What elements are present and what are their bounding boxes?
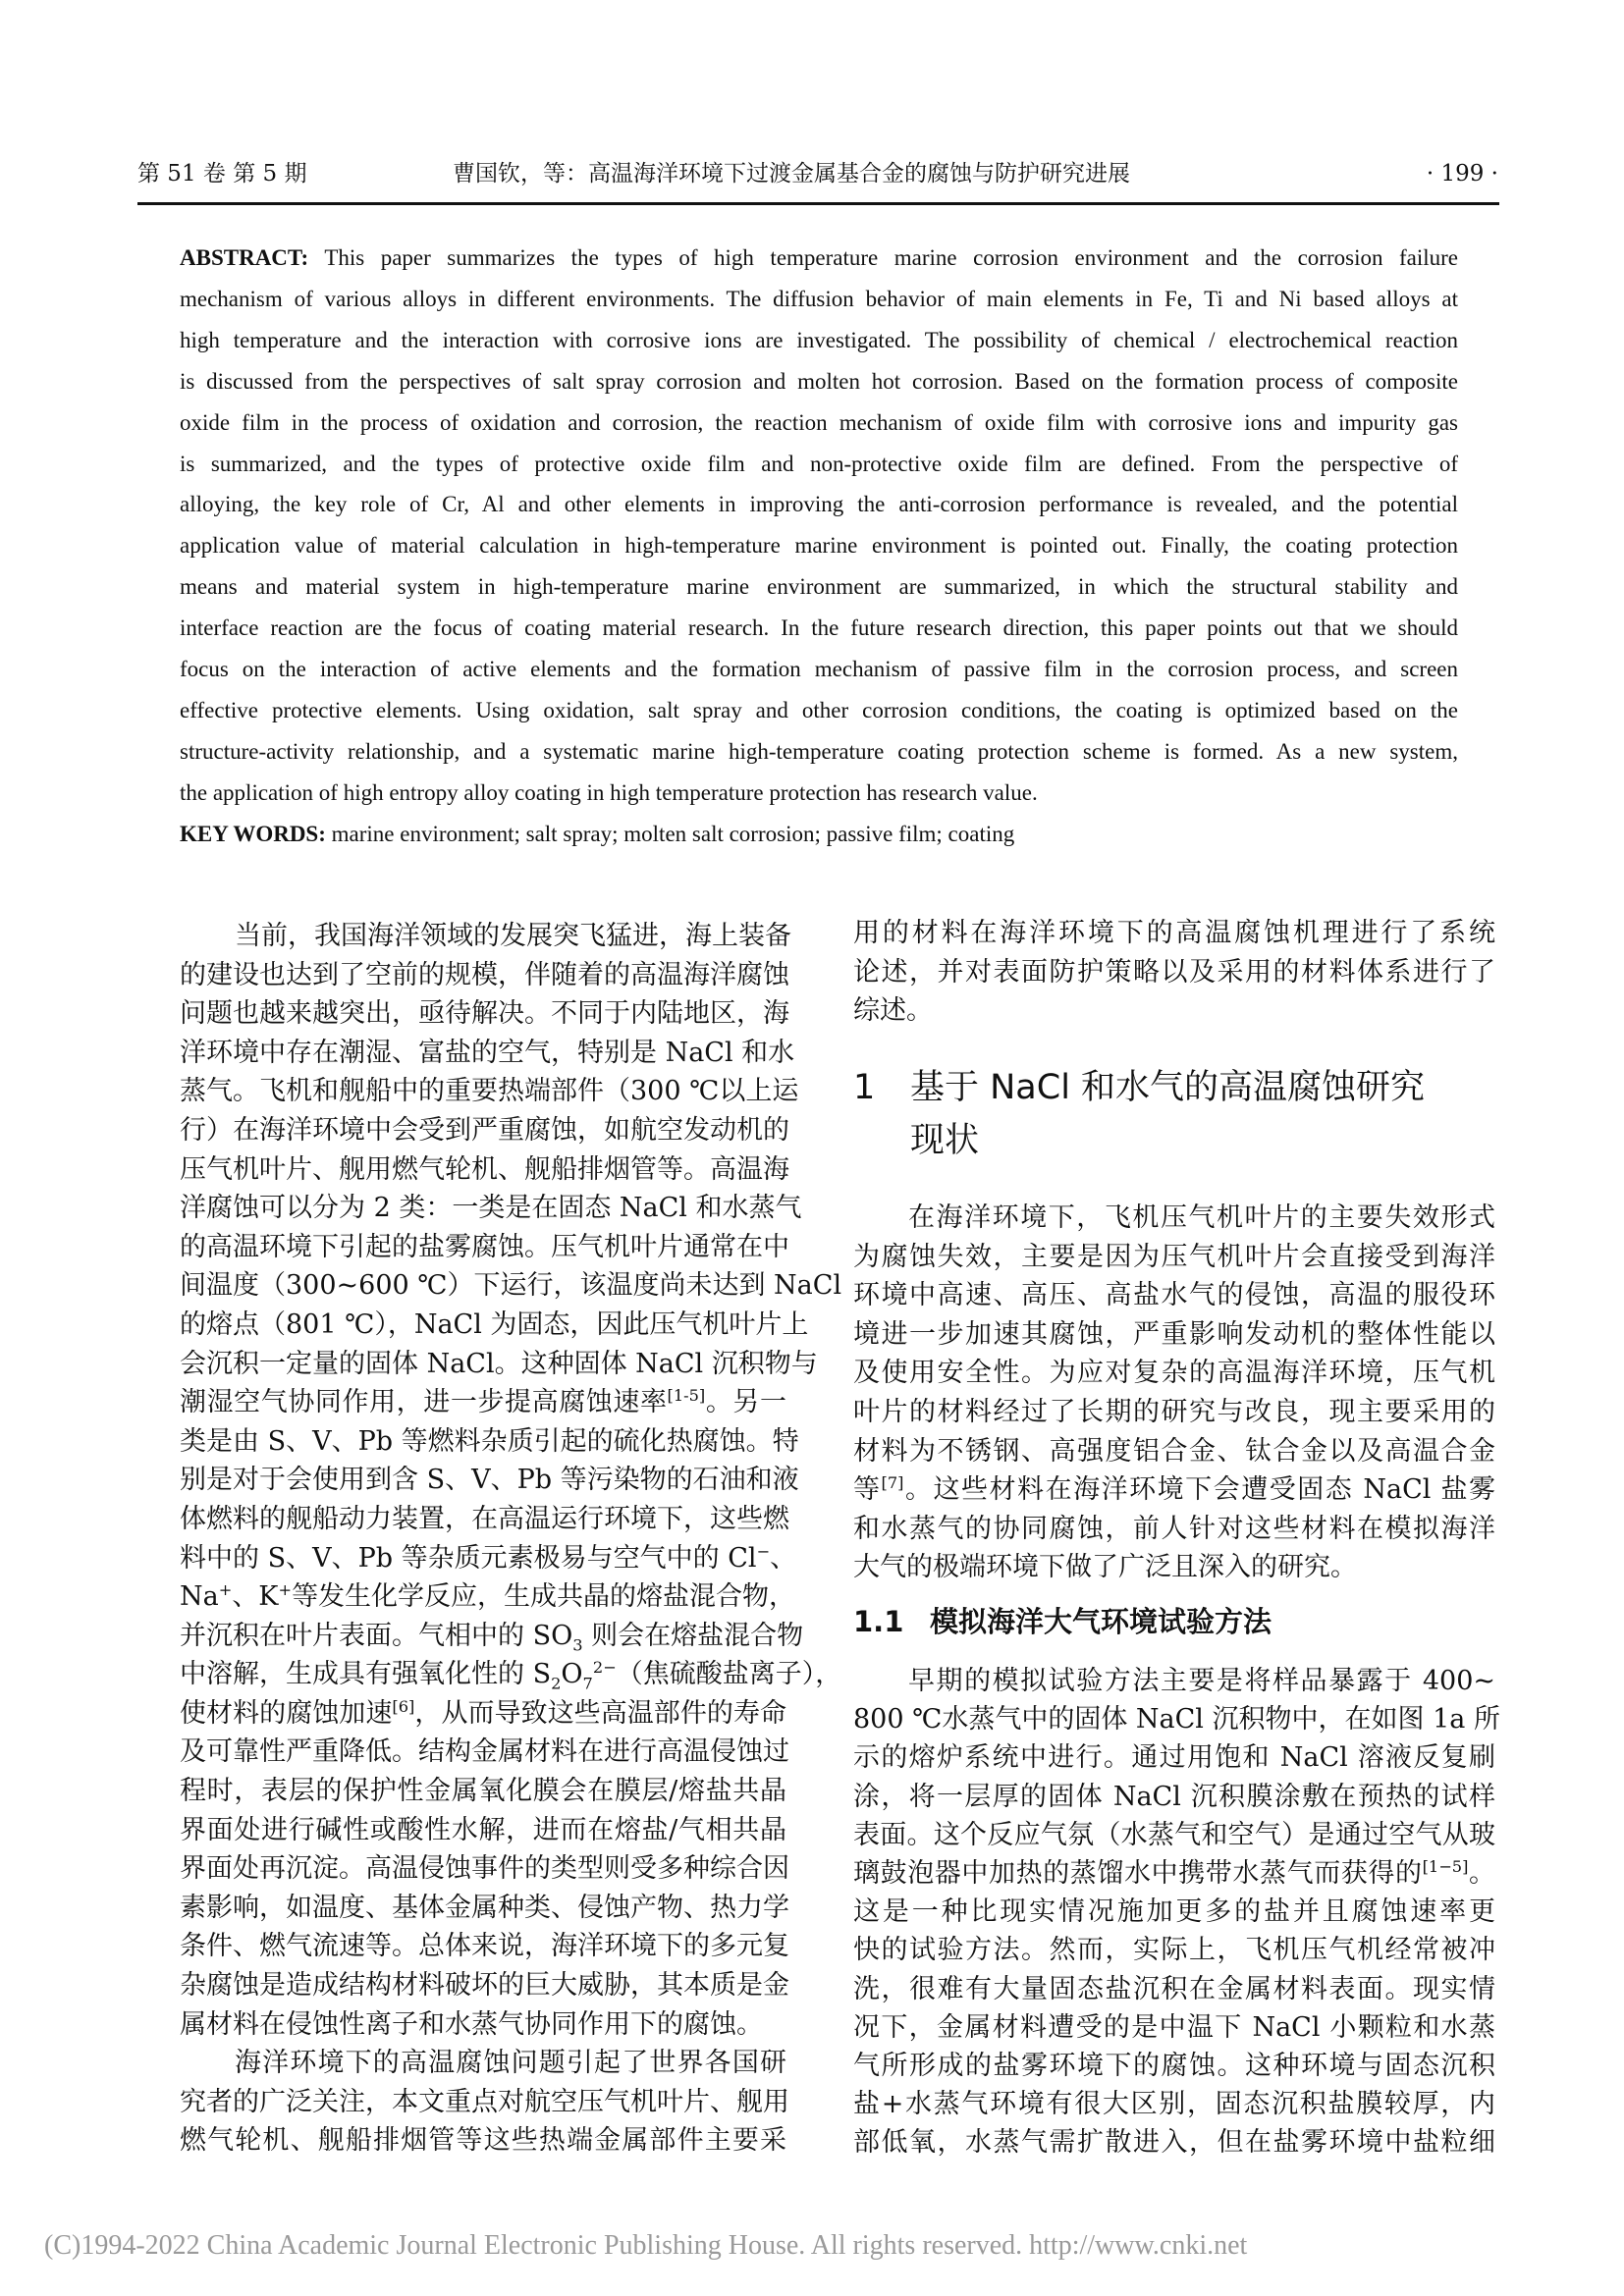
- subsection-title: 模拟海洋大气环境试验方法: [930, 1605, 1272, 1638]
- text-line: 用的材料在海洋环境下的高温腐蚀机理进行了系统: [853, 918, 1495, 948]
- superscript: 2−: [592, 1658, 617, 1678]
- text-line: 的熔点（801 ℃），NaCl 为固态，因此压气机叶片上: [180, 1308, 809, 1340]
- text-line: 叶片的材料经过了长期的研究与改良，现主要采用的: [853, 1396, 1495, 1427]
- header-rule: [137, 202, 1499, 205]
- text-line: 会沉积一定量的固体 NaCl。这种固体 NaCl 沉积物与: [180, 1348, 818, 1379]
- text-line: 论述，并对表面防护策略以及采用的材料体系进行了: [853, 956, 1495, 988]
- section-1-heading: [853, 1061, 1501, 1167]
- abstract-line: alloying, the key role of Cr, Al and other elements in improving the anti-corrosion performance is revealed, and the potential: [180, 492, 1458, 517]
- text-line: 潮湿空气协同作用，进一步提高腐蚀速率[1-5]。另一: [180, 1386, 787, 1418]
- text-line: 洋环境中存在潮湿、富盐的空气，特别是 NaCl 和水: [180, 1037, 795, 1068]
- abstract-line: mechanism of various alloys in different environments. The diffusion behavior of main elements in Fe, Ti and Ni based alloys at: [180, 286, 1458, 311]
- text-line: 800 ℃水蒸气中的固体 NaCl 沉积物中，在如图 1a 所: [853, 1704, 1500, 1735]
- text-line: 及使用安全性。为应对复杂的高温海洋环境，压气机: [853, 1358, 1495, 1389]
- text-line: 气所形成的盐雾环境下的腐蚀。这种环境与固态沉积: [853, 2051, 1495, 2082]
- right-column-intro: [853, 914, 1495, 1031]
- superscript: +: [218, 1580, 233, 1600]
- text-line: 盐+水蒸气环境有很大区别，固态沉积盐膜较厚，内: [853, 2089, 1495, 2120]
- text-line: 和水蒸气的协同腐蚀，前人针对这些材料在模拟海洋: [853, 1513, 1495, 1544]
- text-line: 条件、燃气流速等。总体来说，海洋环境下的多元复: [180, 1931, 789, 1962]
- abstract-line: means and material system in high-temperature marine environment are summarized, in which the structural stability and: [180, 574, 1458, 600]
- text-line: 等[7]。这些材料在海洋环境下会遭受固态 NaCl 盐雾: [853, 1473, 1496, 1506]
- text-line: 璃鼓泡器中加热的蒸馏水中携带水蒸气而获得的[1−5]。: [853, 1857, 1496, 1890]
- abstract-line: oxide film in the process of oxidation and corrosion, the reaction mechanism of oxide film with corrosive ions and impurity gas: [180, 409, 1458, 435]
- abstract-line: the application of high entropy alloy coating in high temperature protection has research value.: [180, 779, 1038, 805]
- text-line: 在海洋环境下，飞机压气机叶片的主要失效形式: [908, 1202, 1495, 1233]
- abstract-label: ABSTRACT:: [180, 245, 309, 270]
- subscript: 2: [551, 1674, 562, 1693]
- text-line: 涂，将一层厚的固体 NaCl 沉积膜涂敷在预热的试样: [853, 1781, 1495, 1812]
- text-line: 间温度（300~600 ℃）下运行，该温度尚未达到 NaCl: [180, 1270, 842, 1302]
- text-line: 程时，表层的保护性金属氧化膜会在膜层/熔盐共晶: [180, 1776, 786, 1807]
- keywords-text: marine environment; salt spray; molten salt corrosion; passive film; coating: [325, 821, 1015, 846]
- text-line: 素影响，如温度、基体金属种类、侵蚀产物、热力学: [180, 1892, 789, 1923]
- section-number: 1: [853, 1068, 876, 1107]
- abstract-line: is summarized, and the types of protective oxide film and non-protective oxide film are defined. From the perspective of: [180, 451, 1458, 476]
- text-line: 综述。: [853, 995, 933, 1027]
- text-line: 界面处再沉淀。高温侵蚀事件的类型则受多种综合因: [180, 1853, 789, 1885]
- text-line: 杂腐蚀是造成结构材料破坏的巨大威胁，其本质是金: [180, 1970, 789, 2002]
- section-title-line1: 基于 NaCl 和水气的高温腐蚀研究: [910, 1068, 1426, 1107]
- text-line: 问题也越来越突出，亟待解决。不同于内陆地区，海: [180, 998, 789, 1030]
- abstract-line: ABSTRACT: This paper summarizes the types of high temperature marine corrosion environment and the corrosion failure: [180, 245, 1458, 270]
- text-line: 别是对于会使用到含 S、V、Pb 等污染物的石油和液: [180, 1465, 799, 1496]
- text-line: 并沉积在叶片表面。气相中的 $SO_3$ 则会在熔盐混合物: [180, 1620, 804, 1655]
- abstract-line: focus on the interaction of active elements and the formation mechanism of passive film in the corrosion process, and screen: [180, 657, 1458, 682]
- left-column: [180, 917, 842, 2161]
- abstract-line: structure-activity relationship, and a systematic marine high-temperature coating protection scheme is formed. As a new system,: [180, 738, 1458, 764]
- abstract-line: application value of material calculation in high-temperature marine environment is pointed out. Finally, the coating protection: [180, 533, 1458, 559]
- section-title-line2: 现状: [910, 1121, 980, 1160]
- superscript: [1-5]: [667, 1386, 706, 1406]
- text-line: 环境中高速、高压、高盐水气的侵蚀，高温的服役环: [853, 1280, 1495, 1311]
- abstract: [180, 238, 1458, 855]
- subscript: 7: [582, 1674, 593, 1693]
- text-line: 燃气轮机、舰船排烟管等这些热端金属部件主要采: [180, 2125, 786, 2157]
- text-line: 况下，金属材料遭受的是中温下 NaCl 小颗粒和水蒸: [853, 2011, 1495, 2043]
- section-1-body: [853, 1199, 1495, 1587]
- abstract-line: is discussed from the perspectives of salt spray corrosion and molten hot corrosion. Based on the formation process of composite: [180, 368, 1458, 394]
- text-line: 为腐蚀失效，主要是因为压气机叶片会直接受到海洋: [853, 1241, 1495, 1272]
- text-line: 的高温环境下引起的盐雾腐蚀。压气机叶片通常在中: [180, 1231, 789, 1262]
- page-number: · 199 ·: [1426, 161, 1498, 187]
- text-line: 当前，我国海洋领域的发展突飞猛进，海上装备: [235, 921, 791, 951]
- text-line: 属材料在侵蚀性离子和水蒸气协同作用下的腐蚀。: [180, 2008, 763, 2040]
- text-line: 海洋环境下的高温腐蚀问题引起了世界各国研: [235, 2048, 786, 2079]
- abstract-line: effective protective elements. Using oxidation, salt spray and other corrosion conditions, the coating is optimized based on the: [180, 697, 1458, 722]
- text-line: 压气机叶片、舰用燃气轮机、舰船排烟管等。高温海: [180, 1153, 789, 1185]
- running-title: 曹国钦，等：高温海洋环境下过渡金属基合金的腐蚀与防护研究进展: [453, 161, 1130, 187]
- abstract-line: high temperature and the interaction with corrosive ions are investigated. The possibility of chemical / electrochemical reaction: [180, 327, 1458, 352]
- abstract-line: interface reaction are the focus of coating material research. In the future research direction, this paper points out that we should: [180, 615, 1458, 641]
- text-line: 材料为不锈钢、高强度铝合金、钛合金以及高温合金: [853, 1435, 1495, 1467]
- superscript: −: [756, 1541, 771, 1561]
- superscript: [7]: [881, 1473, 904, 1493]
- text-line: 早期的模拟试验方法主要是将样品暴露于 400~: [908, 1666, 1495, 1696]
- text-line: 类是由 S、V、Pb 等燃料杂质引起的硫化热腐蚀。特: [180, 1425, 799, 1457]
- text-line: 表面。这个反应气氛（水蒸气和空气）是通过空气从玻: [853, 1819, 1495, 1850]
- text-line: 大气的极端环境下做了广泛且深入的研究。: [853, 1552, 1357, 1583]
- superscript: [6]: [392, 1696, 415, 1716]
- text-line: Na+、K+等发生化学反应，生成共晶的熔盐混合物，: [180, 1580, 796, 1613]
- keywords: [180, 814, 1458, 855]
- text-line: 蒸气。飞机和舰船中的重要热端部件（300 ℃以上运: [180, 1076, 799, 1107]
- text-line: 境进一步加速其腐蚀，严重影响发动机的整体性能以: [853, 1318, 1495, 1350]
- superscript: [1−5]: [1422, 1857, 1469, 1877]
- text-line: 部低氧，水蒸气需扩散进入，但在盐雾环境中盐粒细: [853, 2127, 1495, 2159]
- text-line: 示的熔炉系统中进行。通过用饱和 NaCl 溶液反复刷: [853, 1742, 1495, 1774]
- text-line: 这是一种比现实情况施加更多的盐并且腐蚀速率更: [853, 1896, 1495, 1928]
- copyright-footer: (C)1994-2022 China Academic Journal Electronic Publishing House. All rights reserved. http://www.cnki.net: [44, 2230, 1248, 2261]
- subsection-number: 1.1: [853, 1605, 904, 1638]
- text-line: 行）在海洋环境中会受到严重腐蚀，如航空发动机的: [180, 1114, 789, 1146]
- section-1-1-heading: [853, 1602, 1272, 1641]
- subscript: 3: [572, 1635, 583, 1655]
- text-line: 体燃料的舰船动力装置，在高温运行环境下，这些燃: [180, 1503, 789, 1534]
- text-line: 中溶解，生成具有强氧化性的 $S_2O_7^{2-}$（焦硫酸盐离子），: [180, 1658, 842, 1693]
- text-line: 的建设也达到了空前的规模，伴随着的高温海洋腐蚀: [180, 959, 789, 990]
- text-line: 及可靠性严重降低。结构金属材料在进行高温侵蚀过: [180, 1736, 789, 1768]
- text-line: 究者的广泛关注，本文重点对航空压气机叶片、舰用: [180, 2086, 789, 2117]
- text-line: 使材料的腐蚀加速[6]，从而导致这些高温部件的寿命: [180, 1696, 787, 1729]
- volume-issue: 第 51 卷 第 5 期: [137, 161, 307, 187]
- text-line: 洋腐蚀可以分为 2 类：一类是在固态 NaCl 和水蒸气: [180, 1193, 802, 1224]
- section-1-1-body: [853, 1662, 1500, 2163]
- superscript: +: [278, 1580, 293, 1600]
- text-line: 洗，很难有大量固态盐沉积在金属材料表面。现实情: [853, 1973, 1495, 2004]
- text-line: 快的试验方法。然而，实际上，飞机压气机经常被冲: [853, 1935, 1495, 1966]
- text-line: 料中的 S、V、Pb 等杂质元素极易与空气中的 Cl−、: [180, 1541, 797, 1574]
- keywords-label: KEY WORDS:: [180, 821, 326, 846]
- text-line: 界面处进行碱性或酸性水解，进而在熔盐/气相共晶: [180, 1814, 786, 1845]
